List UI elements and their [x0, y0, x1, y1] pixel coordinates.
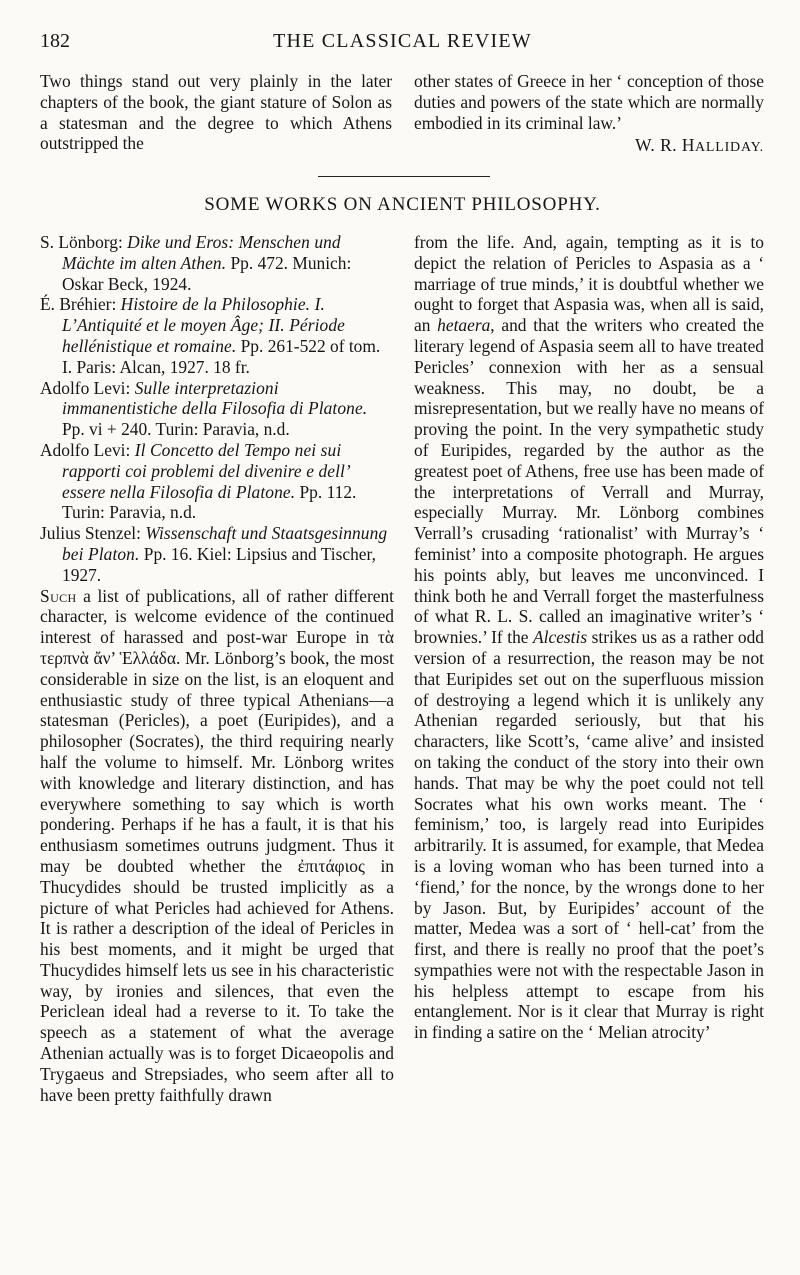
page-number: 182 [40, 30, 70, 52]
bib-author: É. Bréhier: [40, 294, 117, 315]
lead-word: Such [40, 585, 77, 606]
signature-surname: ALLIDAY. [694, 140, 764, 156]
right-column [414, 232, 764, 1043]
bib-details: Pp. 472. Munich: Oskar Beck, 1924. [62, 252, 352, 294]
previous-review-right-text: other states of Greece in her ‘ conception of those duties and powers of the state which are normally embodied in its criminal law.’ [414, 71, 764, 133]
body-text: a list of publications, all of rather different character, is welcome evidence of the continued interest of harassed and post-war Europe in τὰ τερπνὰ ἄν’ Ἑλλάδα. Mr. Lönborg’s book, the most considerable in size on the list, is an eloquent and enthusiastic study of three typical Athenians—a statesman (Pericles), a poet (Euripides), and a philosopher (Socrates), the third requiring nearly half the volume to himself. Mr. Lönborg writes with knowledge and literary distinction, and has everywhere something to say which is worth pondering. Perhaps if he has a fault, it is that his enthusiasm sometimes outruns judgment. Thus it may be doubted whether the ἐπιτάφιος in Thucydides should be trusted implicitly as a picture of what Pericles had achieved for Athens. It is rather a description of the ideal of Pericles in his best moments, and it might be urged that Thucydides himself lets us see in his characteristic way, by ironies and silences, that even the Periclean ideal had a reverse to it. To take the speech as a statement of what the average Athenian actually was is to forget Dicaeopolis and Trygaeus and Strepsiades, who seem after all to have been pretty faithfully drawn [40, 585, 394, 1105]
bib-details: Pp. vi + 240. Turin: Paravia, n.d. [62, 419, 290, 440]
bib-author: Julius Stenzel: [40, 523, 141, 544]
bib-title: Histoire de la Philosophie. I. L’Antiquité et le moyen Âge; II. Période hellénistique et romaine. [62, 294, 345, 356]
bib-details: Pp. 112. Turin: Paravia, n.d. [62, 481, 357, 523]
section-title: SOME WORKS ON ANCIENT PHILOSOPHY. [204, 194, 601, 215]
previous-review-left-column [40, 71, 392, 154]
bib-author: Adolfo Levi: [40, 439, 131, 460]
bib-title: Sulle interpretazioni immanentistiche della Filosofia di Platone. [62, 377, 368, 419]
bib-details: Pp. 16. Kiel: Lipsius and Tischer, 1927. [62, 543, 376, 585]
review-body-left [40, 586, 394, 1106]
bibliography-entry [40, 378, 394, 440]
italic-title: Alcestis [533, 627, 588, 648]
bib-title: Il Concetto del Tempo nei sui rapporti coi problemi del divenire e dell’ essere nella Filosofia di Platone. [62, 439, 349, 502]
bibliography-entry [40, 232, 394, 294]
running-title: THE CLASSICAL REVIEW [273, 30, 532, 52]
bib-author: S. Lönborg: [40, 232, 123, 252]
bib-author: Adolfo Levi: [40, 377, 131, 398]
bibliography-entry [40, 523, 394, 585]
signature-initials: W. R. H [635, 135, 695, 156]
body-text: , and that the writers who created the literary legend of Aspasia seem all to have treated Pericles’ connexion with her as a sensual weakness. This may, no doubt, be a misrepresentation, but we really have no means of proving the point. In the very sympathetic study of Euripides, regarded by the author as the greatest poet of Athens, free use has been made of the interpretations of Verrall and Murray, especially Murray. Mr. Lönborg combines Verrall’s crusading ‘rationalist’ with Murray’s ‘ feminist’ into a composite photograph. He argues his points ably, but leaves me unconvinced. I think both he and Verrall forget the masterfulness of what R. L. S. called an imaginative writer’s ‘ brownies.’ If the [414, 315, 764, 648]
body-text: strikes us as a rather odd version of a resurrection, the reason may be not that Euripides set out on the superfluous mission of destroying a legend which it is unlikely any Athenian regarded seriously, but that his characters, like Scott’s, ‘came alive’ and insisted on taking the conduct of the story into their own hands. That may be why the poet could not tell Socrates what his own works meant. The ‘ feminism,’ too, is largely read into Euripides arbitrarily. It is assumed, for example, that Medea is a loving woman who has been turned into a ‘fiend,’ for the nonce, by the wrongs done to her by Jason. But, by Euripides’ account of the matter, Medea was a sort of ‘ hell-cat’ from the first, and there is really no proof that the poet’s sympathies were not with the respectable Jason in his helpless attempt to escape from his entanglement. Nor is it clear that Murray is right in finding a satire on the ‘ Melian atrocity’ [414, 627, 764, 1043]
previous-review-left-text: Two things stand out very plainly in the later chapters of the book, the giant stature of Solon as a statesman and the degree to which Athens outstripped the [40, 71, 392, 154]
review-body-right [414, 232, 764, 1043]
bib-title: Dike und Eros: Menschen und Mächte im alten Athen. [62, 232, 341, 273]
section-divider [318, 176, 490, 177]
bibliography-entry [40, 294, 394, 377]
reviewer-signature [414, 135, 764, 159]
body-text: from the life. And, again, tempting as it is to depict the relation of Pericles to Aspasia as a ‘ marriage of true minds,’ it is doubtful whether we ought to forget that Aspasia was, when all is said, an [414, 232, 764, 336]
left-column [40, 232, 394, 1105]
page-header [40, 30, 765, 56]
bib-details: Pp. 261-522 of tom. I. Paris: Alcan, 1927. 18 fr. [62, 335, 381, 377]
bib-title: Wissenschaft und Staatsgesinnung bei Platon. [62, 523, 388, 564]
italic-term: hetaera [437, 315, 491, 336]
bibliography-entry [40, 440, 394, 523]
previous-review-right-column [414, 71, 764, 159]
